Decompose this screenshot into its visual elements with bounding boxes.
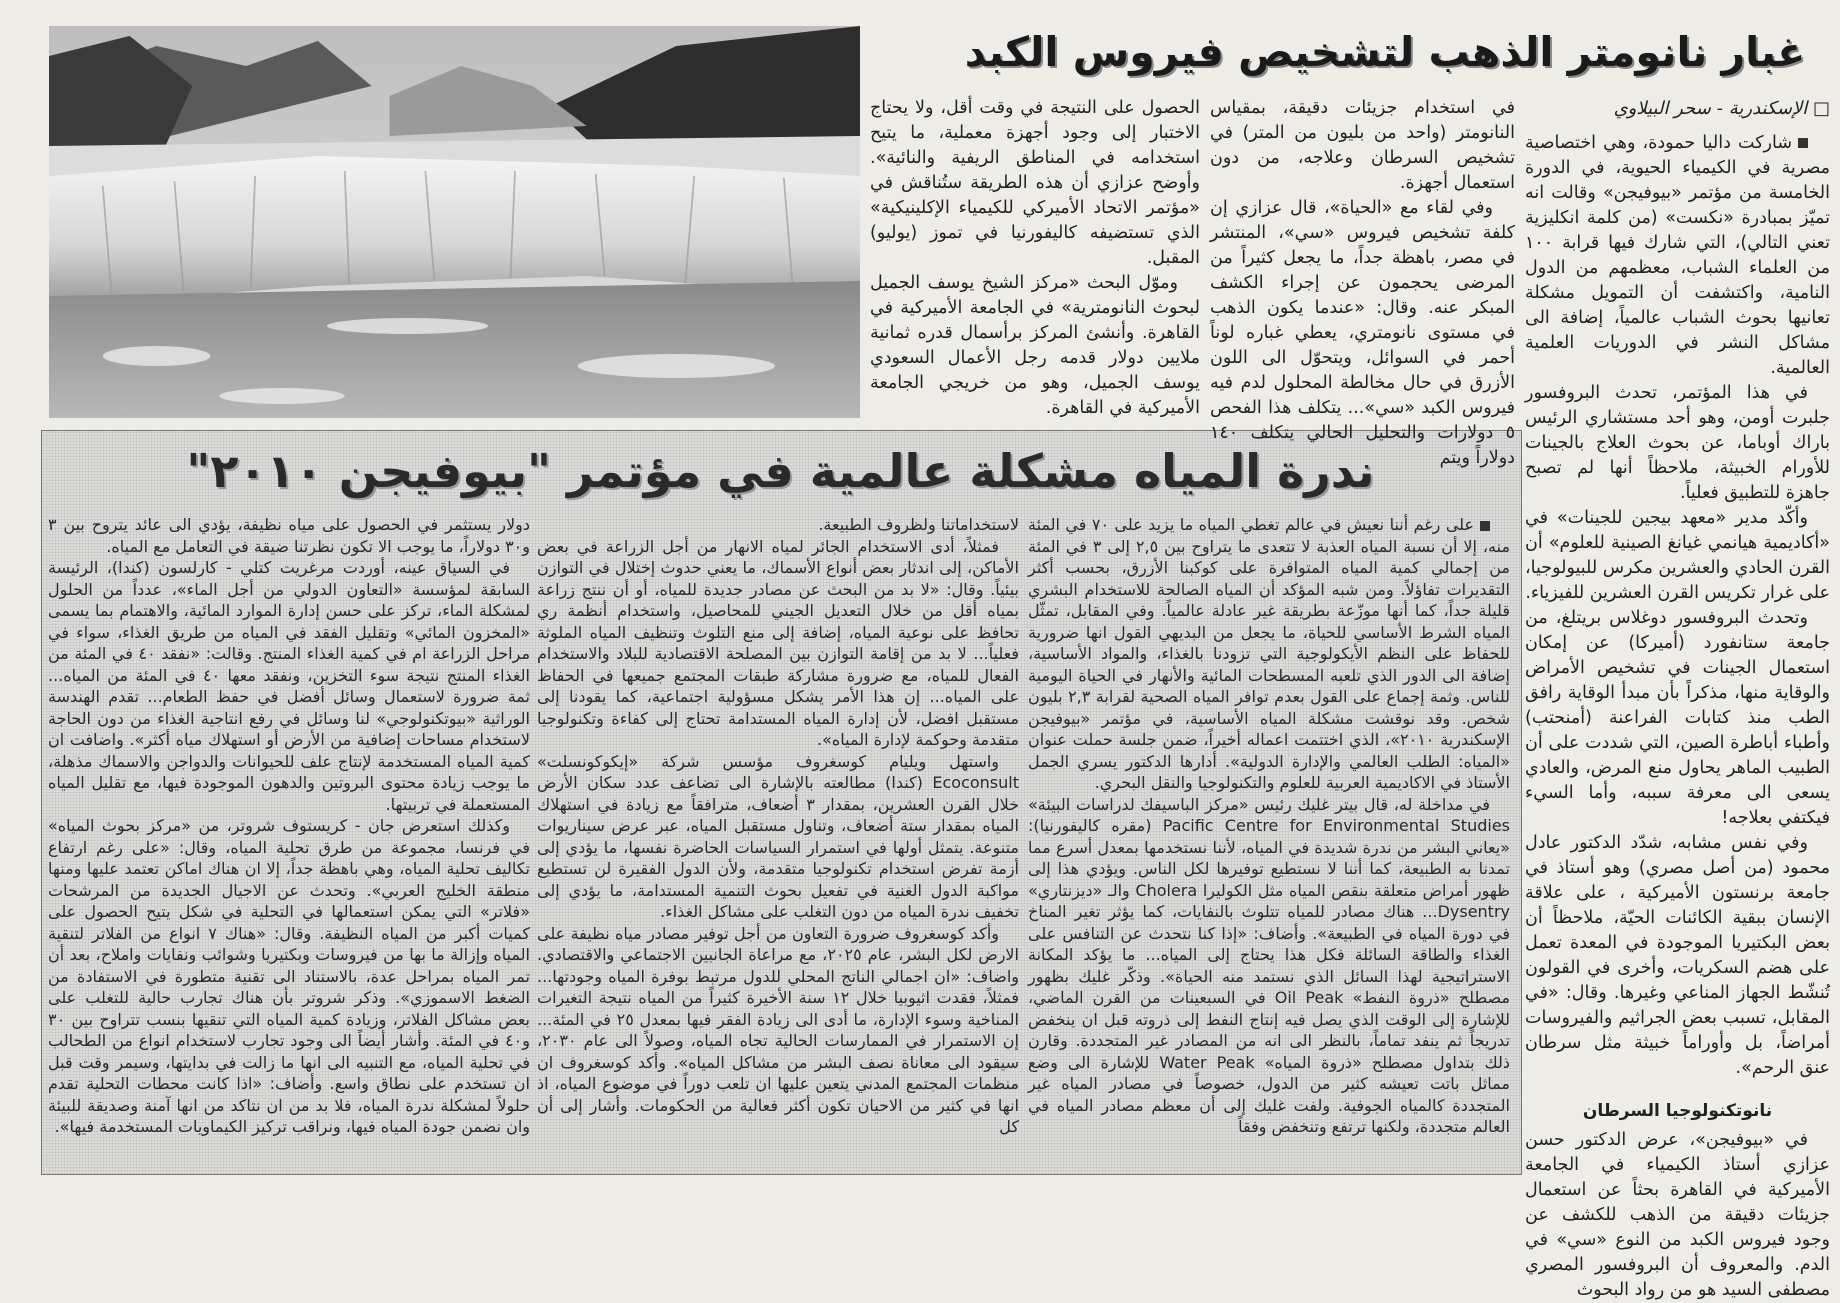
paragraph: على رغم أننا نعيش في عالم تغطي المياه ما يزيد على ٧٠ في المئة منه، إلا أن نسبة المياه العذبة لا تتعدى ما يتراوح بين ٢,٥ إلى ٣ في المئة من إجمالي كمية المياه المتوافرة على كوكبنا الأزرق، بحسب أكثر التقديرات تفاؤلاً. ومن شبه المؤكد أن المياه الصالحة للاستخدام البشري قليلة جداً، كما أنها موزّعة بطريقة غير عادلة عالمياً. وفي المقابل، تمثّل المياه الشرط الأساسي للحياة، ما يجعل من البديهي القول انها ضرورية للحفاظ على النظم الأيكولوجية التي تزودنا بالغذاء، والمواد الأساسية، إضافة الى الدور الذي تلعبه المسطحات المائية والأنهار في الحياة اليومية للناس. وثمة إجماع على القول بعدم توافر المياه الصحية لقرابة ٢,٣ بليون شخص. وقد نوقشت مشكلة المياه الأساسية، في مؤتمر «بيوفيجن الإسكندرية ٢٠١٠»، الذي اختتمت اعماله أخيراً، ضمن جلسة حملت عنوان «المياه: الطلب العالمي والإدارة الدولية». أدارها الدكتور يسري الجمل الأستاذ في الاكاديمية العربية للعلوم والتكنولوجيا والنقل البحري. [1028, 515, 1511, 792]
subheading: نانوتكنولوجيا السرطان [1582, 1101, 1773, 1121]
water-article-headline: ندرة المياه مشكلة عالمية في مؤتمر "بيوفيجن ٢٠١٠" [186, 444, 1375, 498]
paragraph: الحصول على النتيجة في وقت أقل، ولا يحتاج الاختبار إلى وجود أجهزة معملية، ما يتيح استخدامه في المناطق الريفية والنائية». وأوضح عزازي أن هذه الطريقة ستُناقش في «مؤتمر الاتحاد الأميركي للكيمياء الإكلينيكية» الذي تستضيفه كاليفورنيا في تموز (يوليو) المقبل. [870, 98, 1200, 268]
water-column-2 [537, 514, 1019, 1138]
paragraph: وأكد كوسغروف ضرورة التعاون من أجل توفير مصادر مياه نظيفة على الارض لكل البشر، عام ٢٠٢٥، مع مراعاة الجانبين الاجتماعي والاقتصادي. واضاف: «ان اجمالي الناتج المحلي للدول مرتبط بوفرة المياه وجودتها... فمثلاً، فقدت اثيوبيا خلال ١٢ سنة الأخيرة كثيراً من المياه نتيجة التغيرات المناخية وسوء الإدارة، ما أدى الى زيادة الفقر فيها بمعدل ٢٥ في المئة... إن الاستمرار في الممارسات الحالية تجاه المياه، وصولاً الى عام ٢٠٣٠، سيقود الى معاناة نصف البشر من مشاكل المياه». وأكد كوسغروف ان منظمات المجتمع المدني يتعين عليها ان تلعب دوراً في موضوع المياه، اذ انها في كثير من الاحيان تكون أكثر فعالية من الحكومات. وأشار إلى أن كل [537, 923, 1020, 1136]
article-headline: غبار نانومتر الذهب لتشخيص فيروس الكبد [964, 28, 1806, 76]
paragraph: وأكّد مدير «معهد بيجين للجينات» في «أكاديمية هيانمي غيانغ الصينية للعلوم» أن القرن الحادي والعشرين مكرس للبيولوجيا، على غرار تكريس القرن العشرين للفيزياء. [1525, 508, 1830, 603]
paragraph: وتحدث البروفسور دوغلاس بريتلغ، من جامعة ستانفورد (أميركا) عن إمكان استعمال الجينات في تشخيص الأمراض والوقاية منها، مذكراً بأن مبدأ الوقاية رافق الطب منذ كتابات الفراعنة (أمنحتب) وأطباء أباطرة الصين، التي شددت على أن الطبيب الماهر يحاول منع المرض، والعادي يسعى الى معرفة سببه، وأما السيء فيكتفي بعلاجه! [1525, 608, 1830, 828]
paragraph: في مداخلة له، قال بيتر غليك رئيس «مركز الباسيفك لدراسات البيئة» Pacific Centre for Environmental Studies (مقره كاليفورنيا): «يعاني البشر من ندرة شديدة في المياه، لأننا نستخدمها بمعدل أسرع مما تمدنا به الطبيعة، كما أننا لا نستطيع توفيرها لكل الناس. ويؤدي هذا إلى ظهور أمراض متعلقة بنقص المياه مثل الكوليرا Cholera والـ «ديزنتاري» Dysentry... هناك مصادر للمياه تتلوث بالنفايات، كما يؤثر تغير المناخ في دورة المياه في الطبيعة». وأضاف: «إذا كنا نتحدث عن التنافس على الغذاء والطاقة السائلة فكل هذا يحتاج إلى المياه... ما يؤكد المكانة الاستراتيجية لهذا السائل الذي نستمد منه الحياة». وذكّر غليك بظهور مصطلح «ذروة النفط» Oil Peak في السبعينات من القرن الماضي، للإشارة إلى الوقت الذي يصل فيه إنتاج النفط إلى ذروته قبل ان ينخفض تدريجاً ثم ينفد تماماً، بالنظر الى انه من المصادر غير المتجددة. وقارن ذلك بتداول مصطلح «ذروة المياه» Water Peak للإشارة الى وضع مماثل باتت تعيشه كثير من الدول، خصوصاً في مصادر المياه غير المتجددة كالمياه الجوفية. ولفت غليك إلى أن معظم مصادر المياه في العالم متجددة، ولكنها ترتفع وتنخفض وفقاً [1028, 794, 1511, 1136]
paragraph: في «بيوفيجن»، عرض الدكتور حسن عزازي أستاذ الكيمياء في الجامعة الأميركية في القاهرة بحثاً عن استعمال جزيئات دقيقة من الذهب للكشف عن وجود فيروس الكبد من النوع «سي» في الدم. والمعروف أن البروفسور المصري مصطفى السيد هو من رواد البحوث [1525, 1130, 1830, 1300]
paragraph: واستهل ويليام كوسغروف مؤسس شركة «إيكوكونسلت» Ecoconsult (كندا) مطالعته بالإشارة الى تضاعف عدد سكان الأرض خلال القرن العشرين، بمقدار ٣ أضعاف، مترافقاً مع زيادة في استهلاك المياه بمقدار ستة أضعاف، وتناول مستقبل المياه، عبر عرض سيناريوات متنوعة. يتمثل أولها في استمرار السياسات الحاضرة نفسها، ما يؤدي إلى أزمة تفرض استخدام تكنولوجيا متقدمة، ولأن الدول الفقيرة لن تستطيع مواكبة الدول الغنية في تفعيل بحوث التنمية المستدامة، ما يؤدي إلى تخفيف ندرة المياه من دون التغلب على مشاكل الغذاء. [537, 751, 1019, 921]
paragraph: دولار يستثمر في الحصول على مياه نظيفة، يؤدي الى عائد يتروح بين ٣ و٣٠ دولاراً، ما يوجب الا تكون نظرتنا ضيقة في التعامل مع المياه. [48, 515, 530, 556]
water-column-3 [48, 514, 530, 1138]
bullet-square-icon [1480, 521, 1490, 531]
article-column-3 [870, 96, 1200, 421]
paragraph: وكذلك استعرض جان - كريستوف شروتر، من «مركز بحوث المياه» في فرنسا، مجموعة من طرق تحلية المياه، وقال: «على رغم ارتفاع تكاليف تحلية المياه، وهي باهظة جداً، إلا ان هناك اماكن تعتمد عليها ومنها منطقة الخليج العربي». وتحدث عن الاجيال الجديدة من المرشحات «فلاتر» التي يمكن استعمالها في التحلية في شكل يتيح الحصول على كميات أكبر من المياه النظيفة. وقال: «هناك ٧ انواع من الفلاتر لتنقية المياه وإزالة ما بها من فيروسات وبكتيريا وشوائب ونفايات واملاح، بعد أن تمر المياه بمراحل عدة، بالاستناد الى تقنية متطورة في الاستفادة من الضغط الاسموزي». وذكر شروتر بأن هناك تجارب حالية للتغلب على بعض مشاكل الفلاتر، وزيادة كمية المياه التي تنقيها بنسب تتراوح بين ٣٠ و٤٠ في المئة. وأشار أيضاً الى وجود تجارب لاستخدام انواع من الطحالب في تحلية المياه، مع التنبيه الى انها ما زالت في بدايتها، وسيمر وقت قبل ان تستخدم على نطاق واسع. وأضاف: «اذا كانت محطات التحلية تقدم حلولاً لمشكلة ندرة المياه، فلا بد من ان نتاكد من انها آمنة وصديقة للبيئة وان نضمن جودة المياه فيها، ونراقب تركيز الكيماويات المستخدمة فيها». [48, 816, 530, 1136]
glacier-photo [49, 26, 860, 418]
bullet-square-icon [1798, 138, 1808, 148]
byline: □ الإسكندرية - سحر البيلاوي [1613, 98, 1830, 119]
paragraph: وموّل البحث «مركز الشيخ يوسف الجميل لبحوث النانومترية» في الجامعة الأميركية في القاهرة. وأنشئ المركز برأسمال قدره ثمانية ملايين دولار قدمه رجل الأعمال السعودي يوسف الجميل، وهو من خريجي الجامعة الأميركية في القاهرة. [870, 273, 1200, 418]
paragraph: شاركت داليا حمودة، وهي اختصاصية مصرية في الكيمياء الحيوية، في الدورة الخامسة من مؤتمر «بيوفيجن» وقالت انه تميّز بمبادرة «نكست» (من كلمة انكليزية تعني التالي)، التي شارك فيها قرابة ١٠٠ من العلماء الشباب، معظمهم من الدول النامية، واكتشفت أن التمويل مشكلة تعانيها بحوث الشباب عالمياً، إضافة الى مشاكل النشر في الدوريات العلمية العالمية. [1525, 133, 1830, 378]
paragraph: في استخدام جزيئات دقيقة، بمقياس النانومتر (واحد من بليون من المتر) في تشخيص السرطان وعلاجه، من دون استعمال أجهزة. [1210, 98, 1515, 193]
paragraph: في هذا المؤتمر، تحدث البروفسور جلبرت أومن، وهو أحد مستشاري الرئيس باراك أوباما، عن بحوث العلاج بالجينات للأورام الخبيثة، ملاحظاً أنها لم تصبح جاهزة للتطبيق فعلياً. [1525, 383, 1830, 503]
glacier-image [49, 26, 860, 418]
paragraph: لاستخداماتنا ولظروف الطبيعة. [818, 515, 1019, 534]
article-column-1 [1525, 96, 1830, 1303]
water-column-1 [1028, 514, 1510, 1138]
paragraph: فمثلاً، أدى الاستخدام الجائر لمياه الانهار من أجل الزراعة في بعض الأماكن، إلى اندثار بعض أنواع الأسماك، ما يعني حدوث إختلال في التوازن بيئياً. وقال: «لا بد من البحث عن مصادر جديدة للمياه، أو أن ننتج زراعة بمياه أقل من خلال التعديل الجيني للمحاصيل، واستخدام أنظمة ري تحافظ على نوعية المياه، إضافة إلى منع التلوث وتنظيف المياه الملوثة فعلياً... لا بد من إقامة التوازن بين المصلحة الاقتصادية للبلاد والاستخدام الفعال للمياه، مع ضرورة مشاركة طبقات المجتمع جميعها في الحفاظ على المياه... إن هذا الأمر يشكل مسؤولية اجتماعية، كما يقودنا إلى مستقبل افضل، لأن إدارة المياه المستدامة تحتاج إلى كفاءة وتكنولوجيا متقدمة وحوكمة لإدارة المياه». [537, 536, 1019, 749]
paragraph: وفي لقاء مع «الحياة»، قال عزازي إن كلفة تشخيص فيروس «سي»، المنتشر في مصر، باهظة جداً، ما يجعل كثيراً من المرضى يحجمون عن إجراء الكشف المبكر عنه. وقال: «عندما يكون الذهب في مستوى نانومتري، يعطي غباره لوناً أحمر في السوائل، ويتحوّل الى اللون الأزرق في حال مخالطة المحلول لدم فيه فيروس الكبد «سي»... يتكلف هذا الفحص ٥ دولارات والتحليل الحالي يتكلف ١٤٠ دولاراً ويتم [1210, 198, 1515, 468]
paragraph: في السياق عينه، أوردت مرغريت كتلي - كارلسون (كندا)، الرئيسة السابقة لمؤسسة «التعاون الدولي من أجل الماء»، عدداً من الحلول لمشكلة الماء، تركز على حسن إدارة الموارد المائية، والاهتمام بما يسمى «المخزون المائي» وتقليل الفقد في المياه من طريق الغذاء، سواء في مراحل الزراعة ام في كمية الغذاء المنتج. وقالت: «نفقد ٤٠ في المئة من الغذاء المنتج نتيجة سوء التخزين، ونفقد معها ٤٠ في المئة من المياه... ثمة ضرورة لاستعمال وسائل أفضل في حفظ الطعام... تقدم الهندسة الوراثية «بيوتكنولوجي» لنا وسائل في رفع انتاجية الغذاء من دون الحاجة لاستخدام مساحات إضافية من الأرض أو استهلاك مياه أكثر». واضافت ان كمية المياه المستخدمة لإنتاج علف للحيوانات والدواجن والاسماك مذهلة، ما يوجب زيادة محتوى البروتين والدهون الموجودة فيها، مع تقليل المياه المستعملة في تربيتها. [48, 558, 531, 814]
paragraph: وفي نفس مشابه، شدّد الدكتور عادل محمود (من أصل مصري) وهو أستاذ في جامعة برنستون الأميركية ، على علاقة الإنسان ببقية الكائنات الحيّة، ملاحظاً أن بعض البكتيريا الموجودة في المعدة تعمل على هضم السكريات، وأخرى في القولون تُنشّط الجهاز المناعي وغيرها. وقال: «في المقابل، تسبب بعض الجراثيم والفيروسات أمراضاً، بل وأوراماً خبيثة مثل سرطان عنق الرحم». [1525, 833, 1830, 1078]
article-column-2 [1210, 96, 1515, 471]
